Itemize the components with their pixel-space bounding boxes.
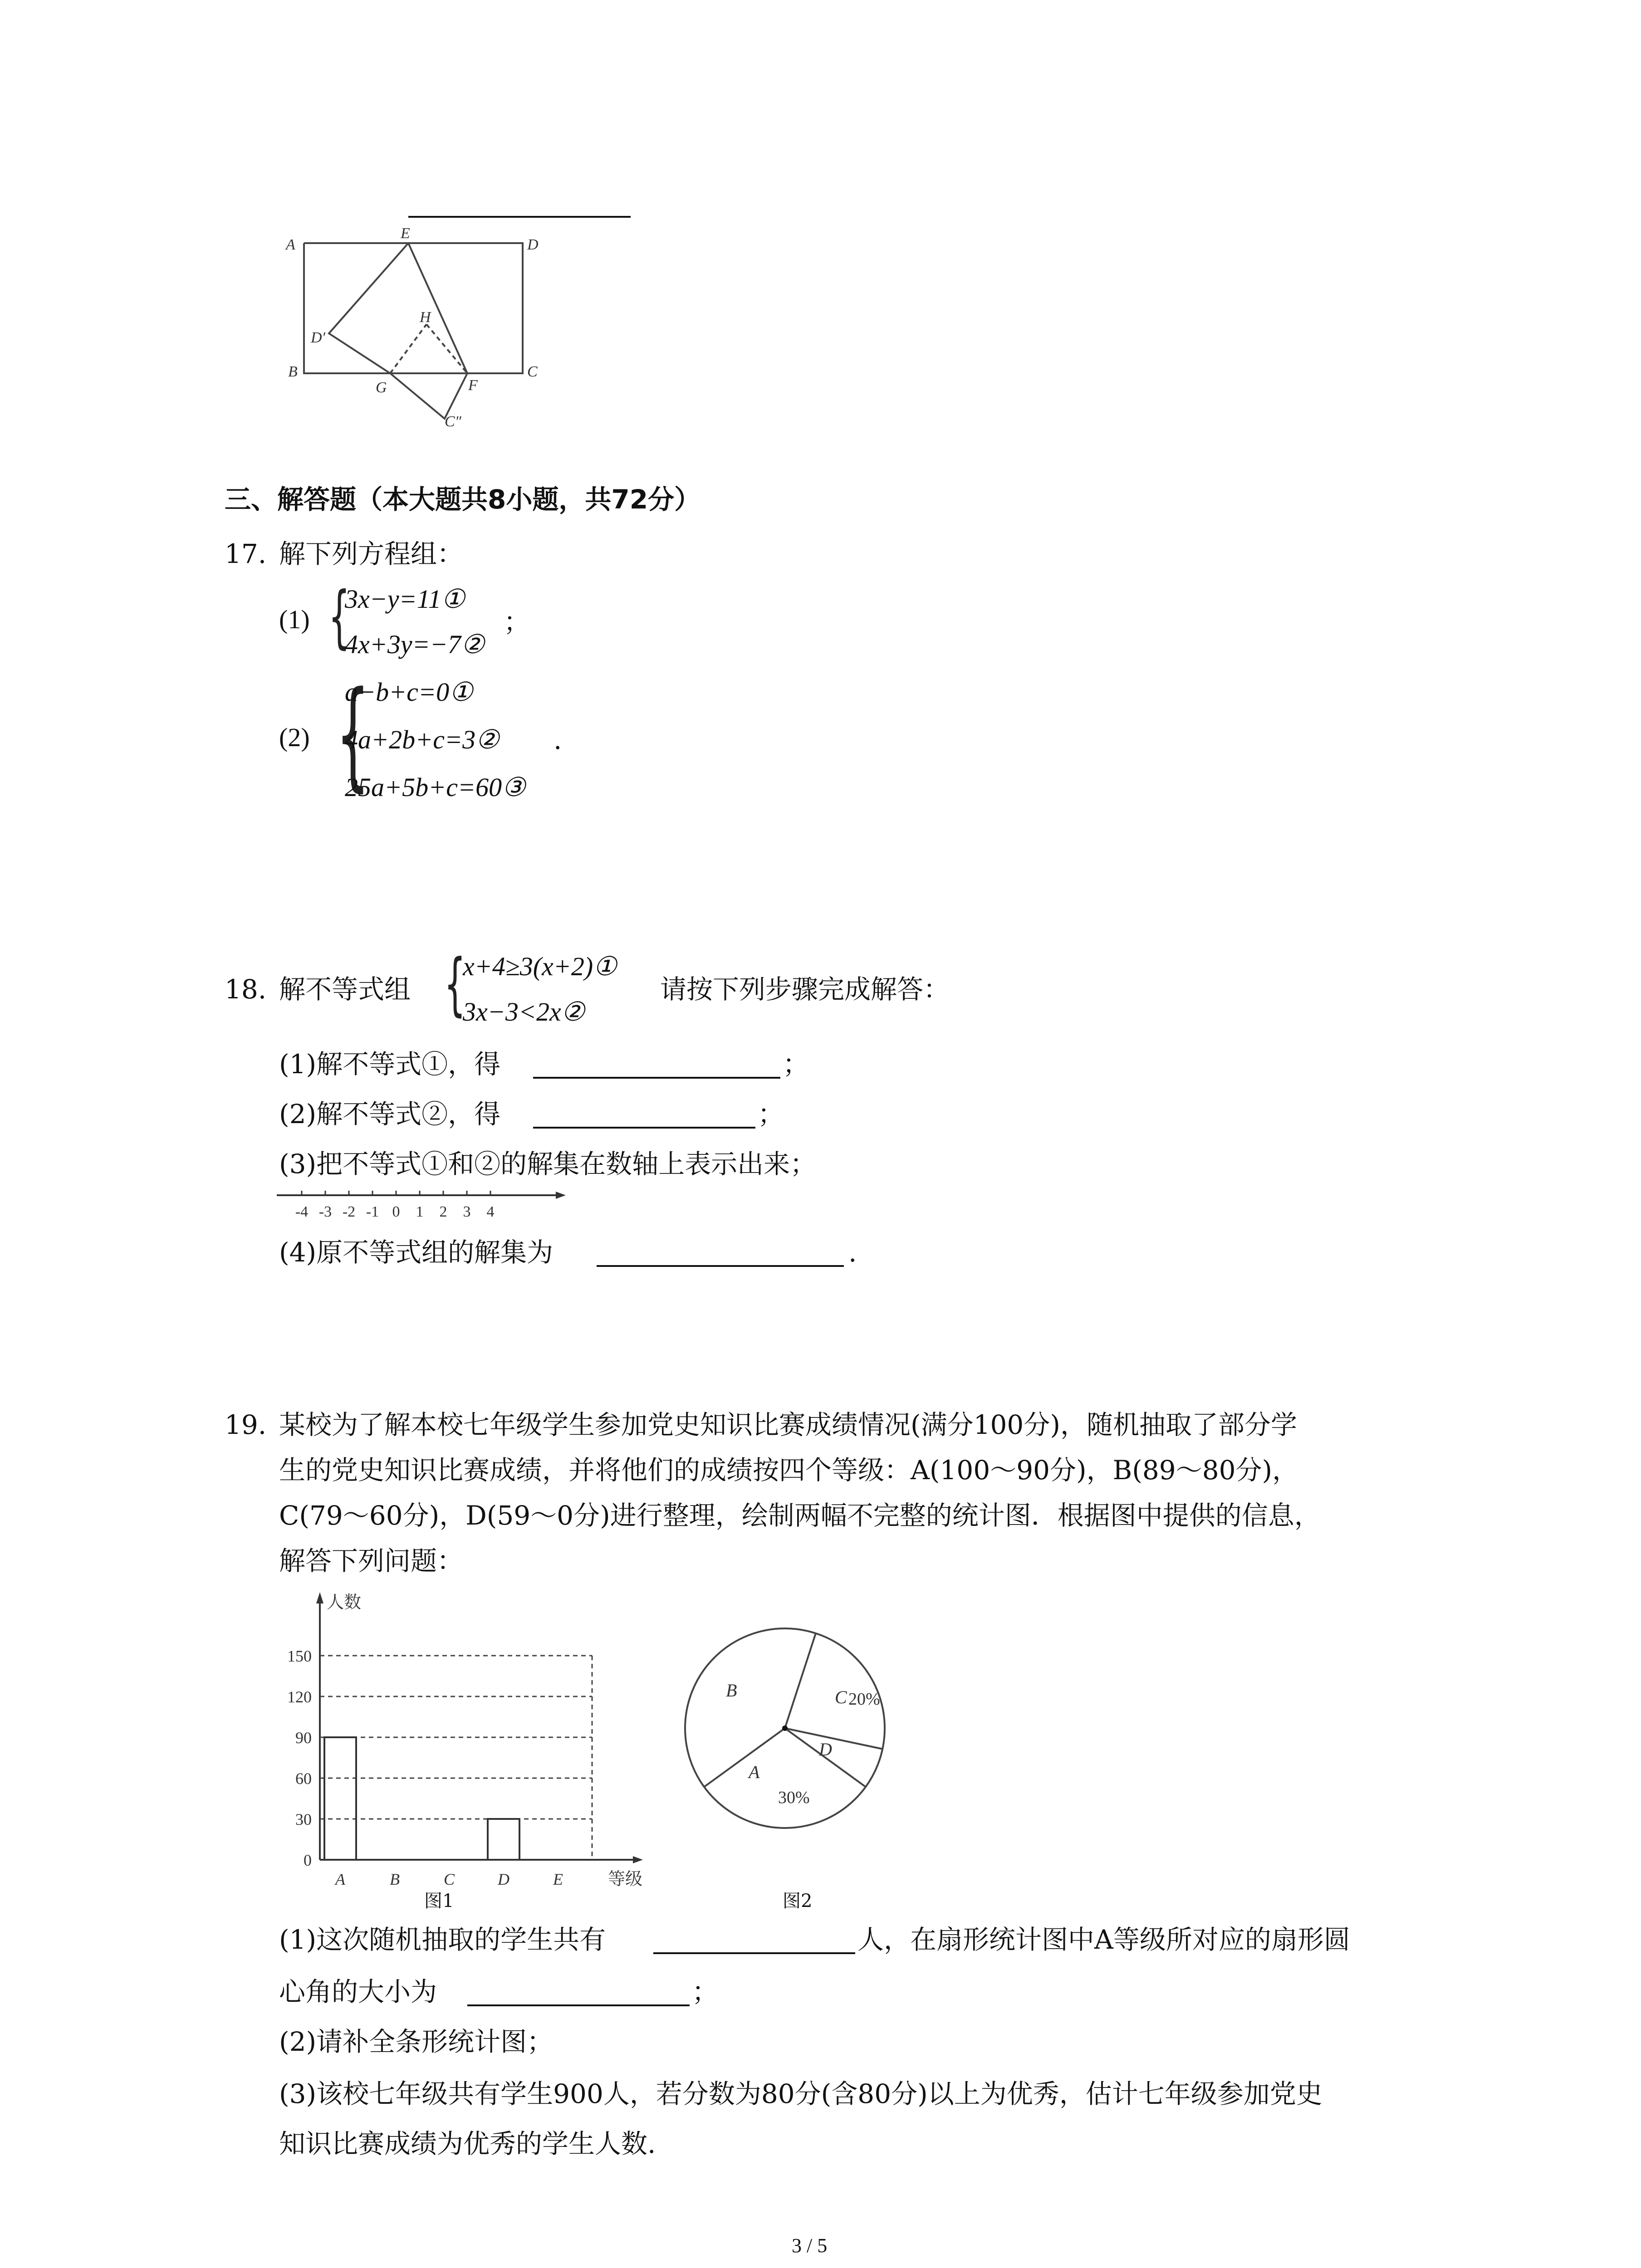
q18-brace: { (444, 945, 466, 1024)
bar-A (324, 1737, 356, 1860)
q17-p1-end: ； (504, 606, 530, 637)
y-tick-label: 90 (295, 1729, 312, 1747)
number-line-tick-label: 3 (463, 1203, 471, 1220)
pie-label-A: A (749, 1762, 760, 1782)
geometry-figure (272, 218, 590, 426)
q17-p1-brace: { (328, 577, 350, 656)
q19-sub3-b: 知识比赛成绩为优秀的学生人数. (279, 2128, 656, 2159)
label-D: D (527, 236, 539, 253)
q19-sub3-a: (3)该校七年级共有学生900人，若分数为80分(含80分)以上为优秀，估计七年级参加党史 (279, 2078, 1323, 2109)
label-C-prime: C″ (445, 413, 461, 426)
q18-step1-end: ； (783, 1049, 809, 1080)
q18-step1-blank[interactable] (533, 1051, 780, 1079)
y-tick-label: 150 (287, 1647, 312, 1665)
q18-step4-end: . (848, 1237, 857, 1268)
q17-p1-eq2: 4x+3y=−7② (345, 630, 485, 659)
q17-p2-label: (2) (279, 723, 310, 752)
q17-p2-eq3: 25a+5b+c=60③ (345, 772, 526, 802)
pie-percent-C: 20% (848, 1690, 880, 1709)
q19-sub1-d: ； (692, 1976, 719, 2007)
q19-sub1-blank2[interactable] (467, 1979, 690, 2006)
x-axis-arrow (633, 1856, 643, 1863)
label-H: H (420, 309, 431, 326)
x-tick-label: C (443, 1870, 455, 1888)
y-tick-label: 120 (287, 1688, 312, 1706)
x-tick-label: A (335, 1870, 345, 1888)
pie-boundary-A-B (704, 1728, 785, 1787)
pie-boundary-C-B (785, 1633, 816, 1728)
number-line-tick-label: 2 (439, 1203, 447, 1220)
q18-number: 18. (225, 974, 267, 1005)
q19-sub1-blank1[interactable] (653, 1927, 855, 1954)
bar-chart (259, 1588, 649, 1905)
y-axis-label: 人数 (327, 1593, 362, 1612)
q17-p1-eq1: 3x−y=11① (345, 584, 465, 614)
q18-ineq2: 3x−3<2x② (463, 997, 585, 1026)
q19-line3: C(79～60分)，D(59～0分)进行整理，绘制两幅不完整的统计图．根据图中提供的信息， (279, 1500, 1321, 1531)
q19-line1: 某校为了解本校七年级学生参加党史知识比赛成绩情况(满分100分)，随机抽取了部分学 (279, 1409, 1297, 1440)
fig1-caption: 图1 (424, 1891, 454, 1911)
y-axis-arrow (316, 1592, 323, 1603)
pie-percent-A: 30% (778, 1788, 810, 1807)
pie-center (782, 1725, 788, 1731)
bar-D (488, 1819, 519, 1860)
q18-stem-post: 请按下列步骤完成解答： (660, 974, 950, 1005)
q18-step4: (4)原不等式组的解集为 (279, 1237, 554, 1268)
number-line-tick-label: -2 (342, 1203, 356, 1220)
number-line (274, 1184, 569, 1234)
number-line-tick-label: -3 (318, 1203, 332, 1220)
q18-step4-blank[interactable] (597, 1240, 844, 1267)
number-line-tick-label: 0 (392, 1203, 400, 1220)
x-tick-label: D (498, 1870, 509, 1888)
q17-p2-eq1: a−b+c=0① (345, 677, 473, 707)
q17-p2-end: . (554, 724, 562, 755)
fig2-caption: 图2 (783, 1891, 813, 1911)
label-F: F (468, 377, 478, 394)
x-axis-label: 等级 (608, 1870, 643, 1889)
q19-sub1-c: 心角的大小为 (279, 1976, 437, 2007)
pie-label-B: B (726, 1680, 737, 1701)
section-heading: 三、解答题（本大题共8小题，共72分） (225, 484, 701, 515)
y-tick-label: 0 (304, 1851, 312, 1869)
number-line-tick-label: -4 (295, 1203, 309, 1220)
q18-stem-pre: 解不等式组 (279, 974, 411, 1005)
previous-answer-blank[interactable] (408, 191, 631, 218)
q17-p2-eq2: 4a+2b+c=3② (345, 725, 500, 754)
q18-step2-end: ； (758, 1099, 784, 1129)
q17-number: 17. (225, 538, 267, 569)
q18-step1: (1)解不等式①，得 (279, 1049, 501, 1080)
label-E: E (401, 225, 410, 242)
q17-p2-brace: { (336, 666, 370, 803)
number-line-tick-label: 1 (416, 1203, 424, 1220)
label-D-prime: D′ (311, 329, 325, 346)
page-number: 3 / 5 (792, 2234, 828, 2257)
q19-sub1-a: (1)这次随机抽取的学生共有 (279, 1924, 606, 1955)
number-line-tick-label: 4 (486, 1203, 495, 1220)
x-tick-label: E (553, 1870, 563, 1888)
q19-line2: 生的党史知识比赛成绩，并将他们的成绩按四个等级：A(100～90分)，B(89～80分)， (279, 1455, 1299, 1486)
q18-step2: (2)解不等式②，得 (279, 1099, 501, 1129)
number-line-tick-label: -1 (366, 1203, 379, 1220)
q19-sub2: (2)请补全条形统计图； (279, 2026, 554, 2057)
label-G: G (376, 379, 387, 396)
q17-p1-label: (1) (279, 605, 310, 634)
pie-chart (681, 1624, 907, 1860)
pie-label-D: D (819, 1739, 832, 1760)
x-tick-label: B (390, 1870, 400, 1888)
label-B: B (288, 363, 298, 380)
q19-line4: 解答下列问题： (279, 1545, 464, 1576)
q18-ineq1: x+4≥3(x+2)① (463, 952, 617, 981)
q18-step2-blank[interactable] (533, 1101, 755, 1129)
y-tick-label: 30 (295, 1810, 312, 1828)
y-tick-label: 60 (295, 1769, 312, 1788)
label-A: A (286, 236, 295, 253)
q18-step3: (3)把不等式①和②的解集在数轴上表示出来； (279, 1149, 817, 1179)
q19-sub1-b: 人，在扇形统计图中A等级所对应的扇形圆 (857, 1924, 1350, 1955)
q17-stem: 解下列方程组： (279, 538, 464, 569)
q19-number: 19. (225, 1409, 267, 1440)
label-C: C (527, 363, 538, 380)
pie-label-C: C (835, 1687, 847, 1707)
